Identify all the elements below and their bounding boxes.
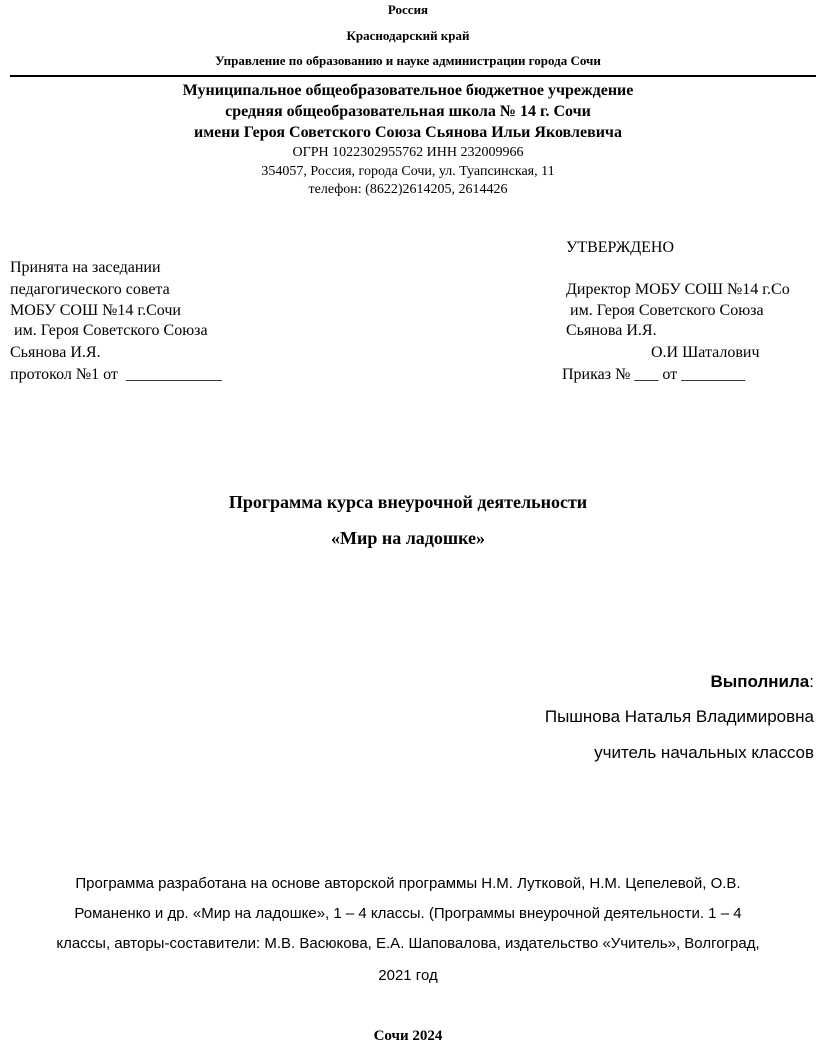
basis-line4: 2021 год	[378, 967, 438, 984]
header-country: Россия	[387, 2, 429, 17]
institution-address: 354057, Россия, города Сочи, ул. Туапсинская, 11	[261, 164, 555, 179]
institution-ogrn-inn: ОГРН 1022302955762 ИНН 232009966	[292, 145, 524, 160]
program-title: Программа курса внеурочной деятельности	[228, 492, 588, 512]
institution-line3: имени Героя Советского Союза Сьянова Ильи Яковлевича	[194, 124, 622, 141]
approval-left-line3: МОБУ СОШ №14 г.Сочи	[10, 302, 181, 319]
header-region: Краснодарский край	[346, 28, 470, 43]
author-name: Пышнова Наталья Владимировна	[544, 707, 814, 726]
approval-right-signatory: О.И Шаталович	[651, 344, 760, 361]
institution-line2: средняя общеобразовательная школа № 14 г. Сочи	[225, 103, 591, 120]
basis-line3: классы, авторы-составители: М.В. Васюкова, Е.А. Шаповалова, издательство «Учитель», Волгоград,	[56, 935, 760, 952]
program-name: «Мир на ладошке»	[330, 528, 486, 548]
basis-line2: Романенко и др. «Мир на ладошке», 1 – 4 классы. (Программы внеурочной деятельности. 1 – 4	[74, 905, 742, 922]
header-department: Управление по образованию и науке администрации города Сочи	[215, 53, 601, 68]
header-divider	[10, 75, 816, 77]
approval-left-line6: протокол №1 от ____________	[10, 366, 222, 383]
approval-left-line5: Сьянова И.Я.	[10, 344, 101, 361]
approval-right-line1: Директор МОБУ СОШ №14 г.Со	[566, 281, 790, 298]
approval-left-line1: Принята на заседании	[10, 259, 161, 276]
approval-left-line4: им. Героя Советского Союза	[10, 322, 208, 339]
approval-right-line3: Сьянова И.Я.	[566, 322, 657, 339]
institution-phone: телефон: (8622)2614205, 2614426	[308, 182, 508, 197]
author-position: учитель начальных классов	[594, 743, 814, 762]
basis-line1: Программа разработана на основе авторской программы Н.М. Лутковой, Н.М. Цепелевой, О.В.	[75, 875, 741, 892]
author-label-colon: :	[809, 672, 814, 691]
approval-right-heading: УТВЕРЖДЕНО	[566, 239, 675, 256]
approval-right-line2: им. Героя Советского Союза	[566, 302, 764, 319]
footer-city-year: Сочи 2024	[373, 1028, 443, 1044]
approval-left-line2: педагогического совета	[10, 281, 170, 298]
author-label	[710, 672, 814, 692]
approval-right-order: Приказ № ___ от ________	[562, 366, 746, 383]
institution-line1: Муниципальное общеобразовательное бюджетное учреждение	[182, 82, 634, 99]
author-label-text: Выполнила	[710, 672, 810, 691]
